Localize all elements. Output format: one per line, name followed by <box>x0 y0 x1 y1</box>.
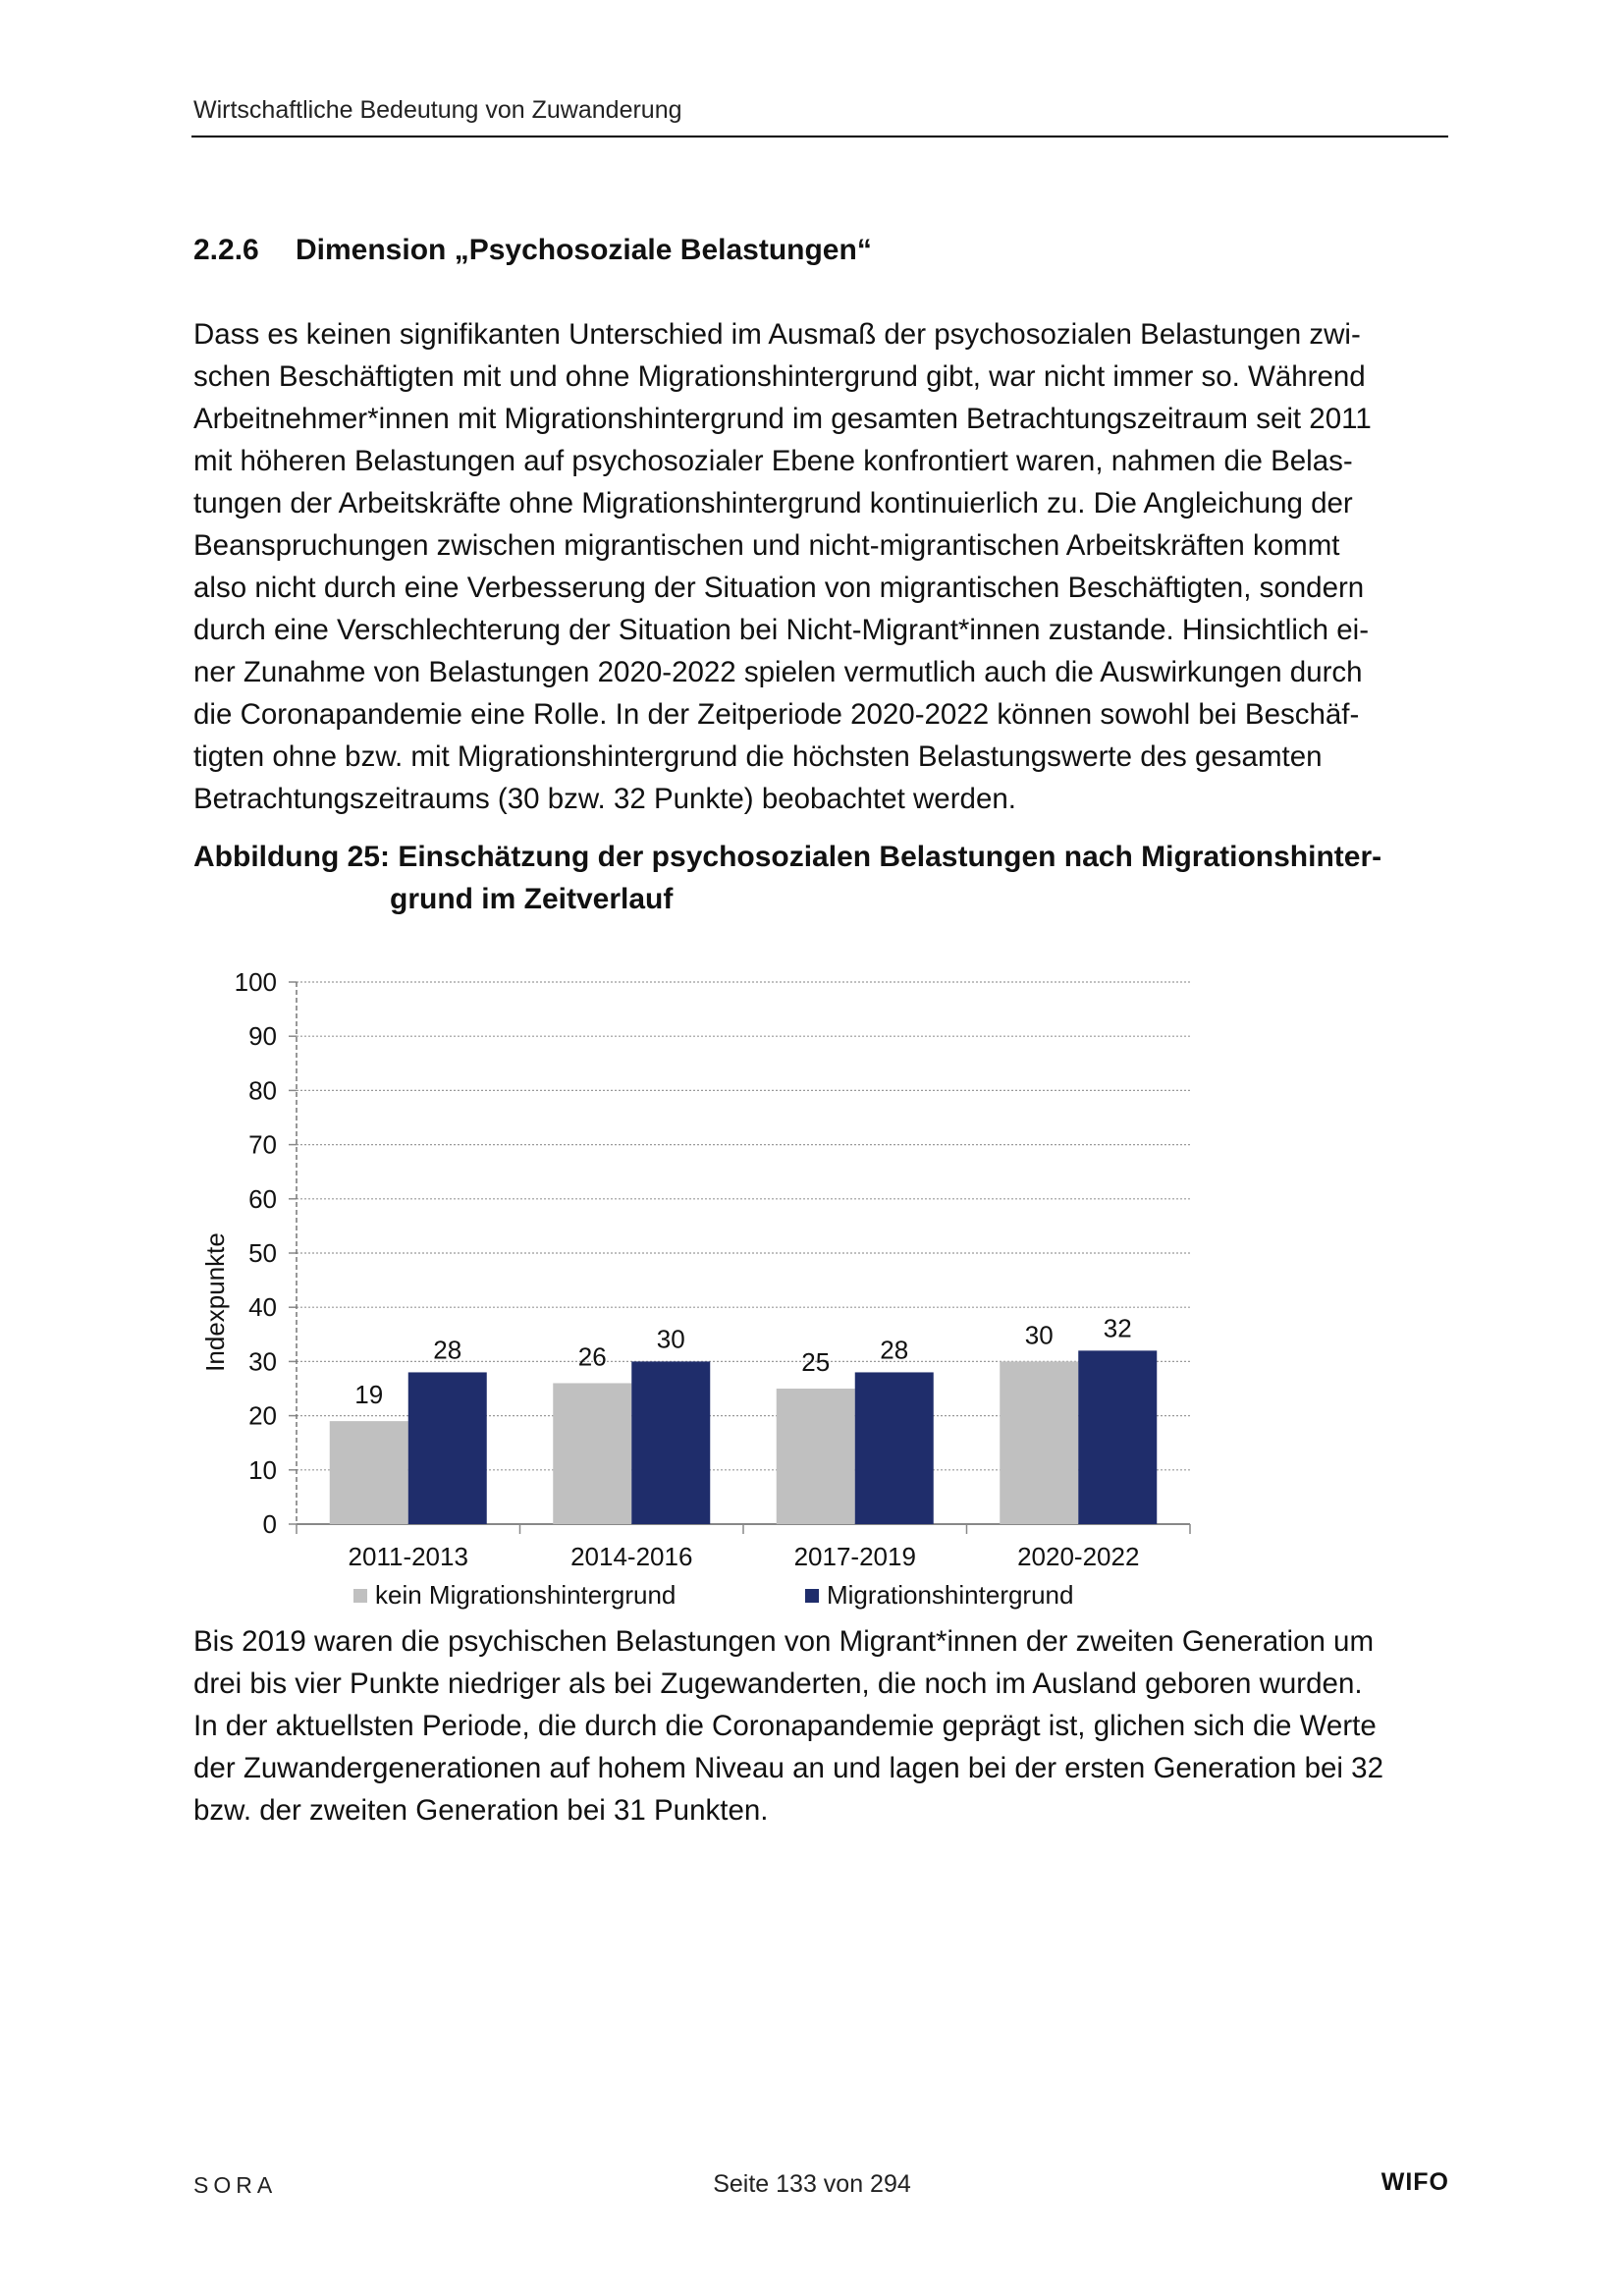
bar <box>1000 1361 1078 1524</box>
data-label: 19 <box>354 1380 384 1410</box>
y-tick-label: 40 <box>248 1292 277 1323</box>
bar <box>777 1389 855 1524</box>
data-label: 28 <box>880 1335 909 1365</box>
page-number: Seite 133 von 294 <box>713 2170 911 2198</box>
y-tick-label: 70 <box>248 1129 277 1160</box>
section-heading <box>193 234 872 267</box>
running-header: Wirtschaftliche Bedeutung von Zuwanderung <box>193 96 682 124</box>
bar <box>631 1361 710 1524</box>
data-label: 25 <box>801 1347 831 1377</box>
paragraph-line: Bis 2019 waren die psychischen Belastungen von Migrant*innen der zweiten Generation um <box>193 1625 1375 1658</box>
bar-chart <box>187 953 1218 1620</box>
legend-swatch <box>805 1589 819 1603</box>
paragraph-line: In der aktuellsten Periode, die durch die Coronapandemie geprägt ist, glichen sich die Werte <box>193 1710 1377 1742</box>
y-tick-label: 10 <box>248 1454 277 1485</box>
section-number: 2.2.6 <box>193 234 259 266</box>
paragraph-line: mit höheren Belastungen auf psychosozialer Ebene konfrontiert waren, nahmen die Belas- <box>193 445 1353 477</box>
data-label: 30 <box>656 1324 685 1354</box>
data-label: 26 <box>577 1341 607 1372</box>
y-tick-label: 50 <box>248 1238 277 1268</box>
figure-caption <box>193 836 1381 920</box>
figure-caption-line-2: grund im Zeitverlauf <box>390 883 674 915</box>
y-tick-label: 80 <box>248 1075 277 1106</box>
legend-swatch <box>353 1589 367 1603</box>
bar <box>553 1383 631 1524</box>
data-label: 32 <box>1103 1313 1132 1343</box>
paragraph-line: drei bis vier Punkte niedriger als bei Zugewanderten, die noch im Ausland geboren wurden. <box>193 1667 1363 1700</box>
paragraph-line: die Coronapandemie eine Rolle. In der Zeitperiode 2020-2022 können sowohl bei Beschäf- <box>193 698 1360 731</box>
bar <box>1078 1350 1157 1524</box>
y-tick-label: 0 <box>262 1509 277 1539</box>
figure-caption-line-1: Abbildung 25: Einschätzung der psychosozialen Belastungen nach Migrationshinter- <box>193 841 1382 873</box>
y-tick-label: 90 <box>248 1021 277 1052</box>
bar <box>330 1421 408 1524</box>
x-tick-label: 2017-2019 <box>793 1542 916 1571</box>
bar <box>408 1372 487 1524</box>
data-label: 30 <box>1024 1320 1054 1350</box>
paragraph-line: Arbeitnehmer*innen mit Migrationshintergrund im gesamten Betrachtungszeitraum seit 2011 <box>193 403 1372 435</box>
paragraph-line: durch eine Verschlechterung der Situation bei Nicht-Migrant*innen zustande. Hinsichtlich ei- <box>193 614 1370 646</box>
footer-org-left: SORA <box>193 2172 278 2198</box>
y-tick-label: 30 <box>248 1346 277 1377</box>
footer-org-right: WIFO <box>1380 2168 1449 2196</box>
y-tick-label: 100 <box>234 967 277 997</box>
paragraph-line: ner Zunahme von Belastungen 2020-2022 spielen vermutlich auch die Auswirkungen durch <box>193 656 1363 688</box>
paragraph-line: bzw. der zweiten Generation bei 31 Punkten. <box>193 1794 769 1827</box>
paragraph-line: also nicht durch eine Verbesserung der Situation von migrantischen Beschäftigten, sondern <box>193 572 1365 604</box>
paragraph-line: Dass es keinen signifikanten Unterschied im Ausmaß der psychosozialen Belastungen zwi- <box>193 318 1361 351</box>
paragraph-line: Betrachtungszeitraums (30 bzw. 32 Punkte) beobachtet werden. <box>193 783 1016 815</box>
paragraph-2 <box>193 1620 1460 1831</box>
paragraph-line: schen Beschäftigten mit und ohne Migrationshintergrund gibt, war nicht immer so. Während <box>193 360 1366 393</box>
x-tick-label: 2014-2016 <box>570 1542 693 1571</box>
header-rule <box>191 136 1448 137</box>
paragraph-line: der Zuwandergenerationen auf hohem Niveau an und lagen bei der ersten Generation bei 32 <box>193 1752 1383 1784</box>
section-title: Dimension „Psychosoziale Belastungen“ <box>296 234 872 266</box>
paragraph-line: tigten ohne bzw. mit Migrationshintergrund die höchsten Belastungswerte des gesamten <box>193 740 1323 773</box>
x-tick-label: 2011-2013 <box>348 1542 468 1571</box>
paragraph-line: tungen der Arbeitskräfte ohne Migrationshintergrund kontinuierlich zu. Die Angleichung der <box>193 487 1353 519</box>
x-tick-label: 2020-2022 <box>1017 1542 1140 1571</box>
paragraph-1 <box>193 313 1460 820</box>
y-axis-label: Indexpunkte <box>200 1232 230 1372</box>
data-label: 28 <box>433 1335 462 1365</box>
paragraph-line: Beanspruchungen zwischen migrantischen und nicht-migrantischen Arbeitskräften kommt <box>193 529 1340 562</box>
legend-label: kein Migrationshintergrund <box>375 1580 677 1610</box>
bar <box>855 1372 934 1524</box>
y-tick-label: 20 <box>248 1400 277 1431</box>
legend-label: Migrationshintergrund <box>827 1580 1074 1610</box>
y-tick-label: 60 <box>248 1183 277 1214</box>
